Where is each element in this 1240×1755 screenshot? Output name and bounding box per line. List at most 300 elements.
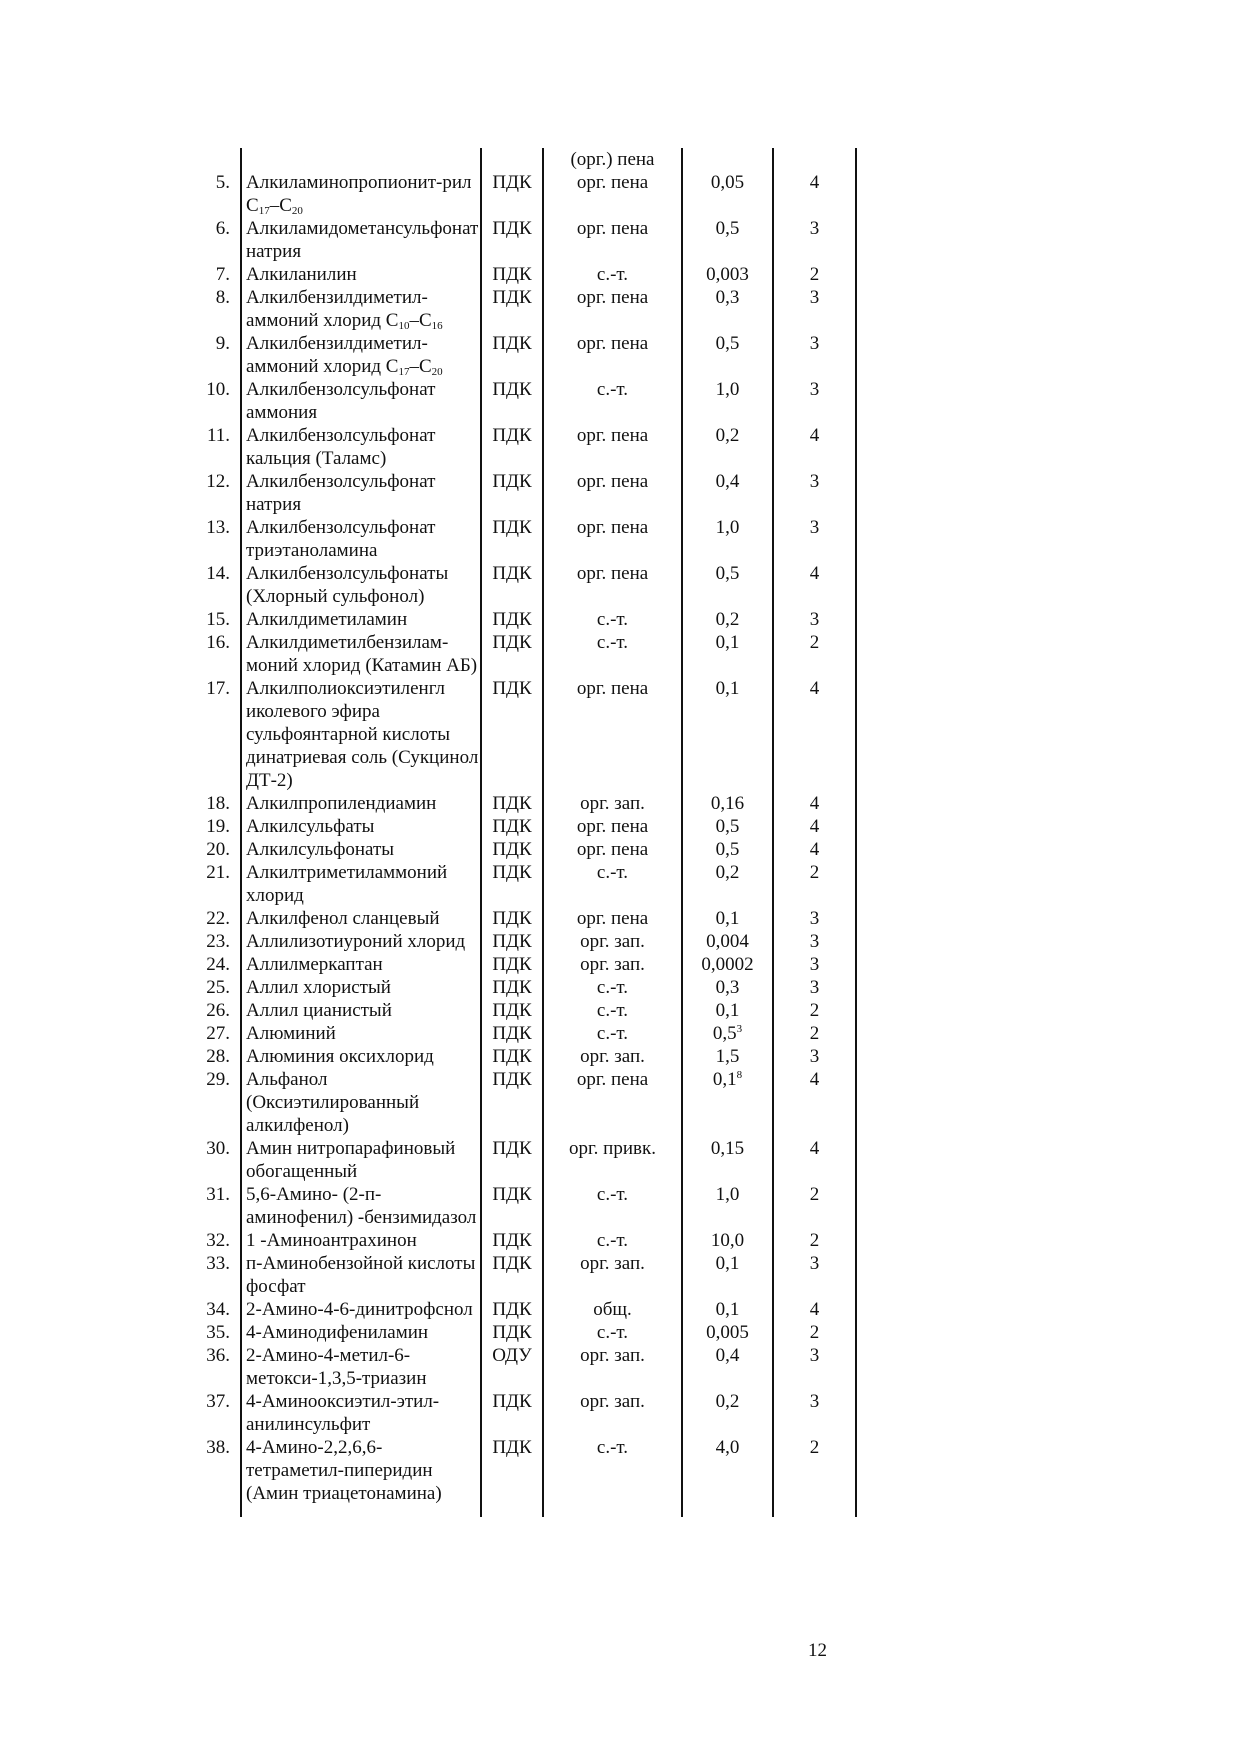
substance-name-text: Алкилсульфонаты — [246, 839, 395, 860]
substance-name — [241, 1298, 481, 1321]
hazard-class: 4 — [773, 171, 856, 217]
substance-table — [188, 148, 857, 1517]
substance-name-text: Алюминия оксихлорид — [246, 1046, 434, 1067]
spacer-cell — [188, 1505, 241, 1517]
norm-type: ПДК — [481, 1252, 543, 1298]
substance-name-text: 2-Амино-4-6-динитрофснол — [246, 1299, 473, 1320]
norm-type: ПДК — [481, 608, 543, 631]
concentration-value — [682, 148, 773, 171]
hazard-class: 4 — [773, 1137, 856, 1183]
hazard-class: 4 — [773, 562, 856, 608]
table-row — [188, 1022, 856, 1045]
substance-name-text: Алкиламинопропионит-рил C — [246, 172, 472, 216]
limiting-indicator: с.-т. — [543, 1022, 682, 1045]
table-row — [188, 631, 856, 677]
limiting-indicator: орг. пена — [543, 516, 682, 562]
concentration-value — [682, 217, 773, 263]
table-row — [188, 792, 856, 815]
concentration-value — [682, 562, 773, 608]
hazard-class: 2 — [773, 263, 856, 286]
substance-name-text: Алкилбензолсульфонаты (Хлорный сульфонол) — [246, 563, 449, 607]
norm-type: ПДК — [481, 378, 543, 424]
hazard-class: 4 — [773, 1298, 856, 1321]
substance-name — [241, 516, 481, 562]
substance-name-text: Алкилсульфаты — [246, 816, 375, 837]
substance-name-text: Аллилмеркаптан — [246, 954, 383, 975]
limiting-indicator: орг. пена — [543, 815, 682, 838]
substance-name — [241, 217, 481, 263]
hazard-class: 3 — [773, 332, 856, 378]
hazard-class: 2 — [773, 631, 856, 677]
norm-type: ПДК — [481, 838, 543, 861]
norm-type: ПДК — [481, 332, 543, 378]
row-number: 18. — [206, 793, 230, 814]
substance-name — [241, 792, 481, 815]
formula-dash: –C — [409, 310, 432, 331]
hazard-class: 4 — [773, 838, 856, 861]
row-number: 34. — [206, 1299, 230, 1320]
hazard-class: 3 — [773, 953, 856, 976]
norm-type: ПДК — [481, 424, 543, 470]
concentration-value — [682, 953, 773, 976]
hazard-class: 2 — [773, 999, 856, 1022]
substance-name — [241, 1137, 481, 1183]
limiting-indicator: с.-т. — [543, 608, 682, 631]
value-text: 4,0 — [715, 1437, 740, 1458]
row-number: 36. — [206, 1345, 230, 1366]
substance-name — [241, 815, 481, 838]
row-number: 8. — [215, 287, 230, 308]
norm-type: ПДК — [481, 953, 543, 976]
substance-name — [241, 1321, 481, 1344]
substance-name-text: 1 -Аминоантрахинон — [246, 1230, 417, 1251]
table-row — [188, 1137, 856, 1183]
formula-subscript: 20 — [431, 366, 443, 378]
substance-name — [241, 332, 481, 378]
hazard-class: 3 — [773, 217, 856, 263]
table-row — [188, 286, 856, 332]
substance-name-text: Алкилтриметиламмоний хлорид — [246, 862, 448, 906]
substance-name — [241, 999, 481, 1022]
substance-name — [241, 1229, 481, 1252]
table-row — [188, 378, 856, 424]
limiting-indicator: орг. пена — [543, 1068, 682, 1137]
limiting-indicator: орг. зап. — [543, 1045, 682, 1068]
value-text: 1,5 — [715, 1046, 740, 1067]
hazard-class: 2 — [773, 1022, 856, 1045]
table-row — [188, 263, 856, 286]
row-number: 22. — [206, 908, 230, 929]
norm-type: ПДК — [481, 815, 543, 838]
substance-name-text: Аллилизотиуроний хлорид — [246, 931, 466, 952]
formula-subscript: 20 — [291, 205, 303, 217]
concentration-value — [682, 999, 773, 1022]
row-number: 33. — [206, 1253, 230, 1274]
norm-type: ОДУ — [481, 1344, 543, 1390]
value-text: 10,0 — [710, 1230, 745, 1251]
concentration-value — [682, 516, 773, 562]
substance-name — [241, 976, 481, 999]
norm-type: ПДК — [481, 861, 543, 907]
substance-name-text: Алкилбензилдиметил-аммоний хлорид C — [246, 287, 428, 331]
substance-name-text: Алкилбензолсульфонат натрия — [246, 471, 436, 515]
table-row — [188, 1045, 856, 1068]
value-text: 0,5 — [715, 333, 740, 354]
table-row — [188, 1183, 856, 1229]
norm-type: ПДК — [481, 286, 543, 332]
row-number: 23. — [206, 931, 230, 952]
row-number: 32. — [206, 1230, 230, 1251]
hazard-class: 2 — [773, 1229, 856, 1252]
norm-type: ПДК — [481, 677, 543, 792]
row-number: 12. — [206, 471, 230, 492]
substance-name — [241, 1252, 481, 1298]
norm-type: ПДК — [481, 1022, 543, 1045]
footnote-mark: 8 — [736, 1069, 743, 1081]
concentration-value — [682, 1229, 773, 1252]
table-row — [188, 470, 856, 516]
row-number: 6. — [215, 218, 230, 239]
hazard-class: 3 — [773, 976, 856, 999]
substance-name-text: Аллил цианистый — [246, 1000, 392, 1021]
limiting-indicator: орг. пена — [543, 217, 682, 263]
value-text: 0,2 — [715, 862, 740, 883]
substance-name — [241, 263, 481, 286]
row-number: 29. — [206, 1069, 230, 1090]
concentration-value — [682, 1252, 773, 1298]
concentration-value — [682, 677, 773, 792]
value-text: 0,005 — [706, 1322, 749, 1343]
table-row — [188, 562, 856, 608]
norm-type: ПДК — [481, 907, 543, 930]
table-row — [188, 424, 856, 470]
concentration-value — [682, 861, 773, 907]
limiting-indicator: орг. пена — [543, 286, 682, 332]
table-row — [188, 953, 856, 976]
limiting-indicator: орг. пена — [543, 562, 682, 608]
substance-name-text: Алкилбензолсульфонат кальция (Таламс) — [246, 425, 436, 469]
limiting-indicator: с.-т. — [543, 378, 682, 424]
hazard-class: 3 — [773, 930, 856, 953]
concentration-value — [682, 286, 773, 332]
substance-name — [241, 171, 481, 217]
table-row — [188, 332, 856, 378]
value-text: 1,0 — [715, 517, 740, 538]
table-row — [188, 815, 856, 838]
row-number — [188, 148, 241, 171]
hazard-class: 3 — [773, 516, 856, 562]
limiting-indicator: с.-т. — [543, 1436, 682, 1505]
hazard-class: 3 — [773, 378, 856, 424]
value-text: 0,3 — [715, 977, 740, 998]
concentration-value — [682, 631, 773, 677]
limiting-indicator: орг. пена — [543, 677, 682, 792]
concentration-value — [682, 470, 773, 516]
norm-type: ПДК — [481, 631, 543, 677]
substance-name — [241, 838, 481, 861]
row-number: 5. — [215, 172, 230, 193]
table-row — [188, 1436, 856, 1505]
substance-name-text: Алкилдиметиламин — [246, 609, 408, 630]
limiting-indicator: с.-т. — [543, 1229, 682, 1252]
norm-type: ПДК — [481, 1321, 543, 1344]
table-row — [188, 1298, 856, 1321]
spacer-cell — [241, 1505, 481, 1517]
hazard-class: 2 — [773, 1321, 856, 1344]
row-number: 37. — [206, 1391, 230, 1412]
norm-type: ПДК — [481, 562, 543, 608]
row-number: 30. — [206, 1138, 230, 1159]
concentration-value — [682, 171, 773, 217]
norm-type: ПДК — [481, 792, 543, 815]
value-text: 0,4 — [715, 471, 740, 492]
norm-type: ПДК — [481, 976, 543, 999]
substance-name-text: Алкиламидометансульфонат натрия — [246, 218, 479, 262]
row-number: 25. — [206, 977, 230, 998]
concentration-value — [682, 263, 773, 286]
value-text: 0,4 — [715, 1345, 740, 1366]
formula-subscript: 10 — [398, 320, 410, 332]
substance-name — [241, 562, 481, 608]
value-text: 0,1 — [715, 908, 740, 929]
hazard-class: 4 — [773, 1068, 856, 1137]
row-number: 27. — [206, 1023, 230, 1044]
table-row — [188, 907, 856, 930]
formula-subscript: 17 — [258, 205, 270, 217]
row-number: 15. — [206, 609, 230, 630]
substance-name-text: Алкилфенол сланцевый — [246, 908, 440, 929]
limiting-indicator: орг. пена — [543, 332, 682, 378]
limiting-indicator: орг. пена — [543, 907, 682, 930]
substance-name — [241, 861, 481, 907]
norm-type: ПДК — [481, 1068, 543, 1137]
value-text: 0,0002 — [701, 954, 754, 975]
substance-name-text: Алкиланилин — [246, 264, 357, 285]
norm-type: ПДК — [481, 470, 543, 516]
hazard-class: 3 — [773, 1344, 856, 1390]
table-row — [188, 677, 856, 792]
concentration-value — [682, 1390, 773, 1436]
concentration-value — [682, 907, 773, 930]
row-number: 9. — [215, 333, 230, 354]
substance-name-text: Алкилбензолсульфонат аммония — [246, 379, 436, 423]
hazard-class: 4 — [773, 677, 856, 792]
table-row — [188, 171, 856, 217]
table-row — [188, 516, 856, 562]
hazard-class: 3 — [773, 1390, 856, 1436]
value-text: 0,5 — [715, 839, 740, 860]
table-row — [188, 217, 856, 263]
limiting-indicator: орг. пена — [543, 470, 682, 516]
substance-name — [241, 907, 481, 930]
value-text: 0,5 — [715, 218, 740, 239]
limiting-indicator: орг. привк. — [543, 1137, 682, 1183]
concentration-value — [682, 1344, 773, 1390]
substance-name-text: Алкилполиоксиэтиленгл иколевого эфира сульфоянтарной кислоты динатриевая соль (Сукцинол ДТ-2) — [246, 678, 479, 791]
value-text: 0,15 — [710, 1138, 745, 1159]
substance-name-text: п-Аминобензойной кислоты фосфат — [246, 1253, 476, 1297]
row-number: 38. — [206, 1437, 230, 1458]
substance-name-text: Алюминий — [246, 1023, 336, 1044]
value-text: 0,05 — [710, 172, 745, 193]
formula-dash: –C — [409, 356, 432, 377]
limiting-indicator: орг. зап. — [543, 930, 682, 953]
hazard-class: 3 — [773, 907, 856, 930]
hazard-class: 2 — [773, 861, 856, 907]
substance-name-text: 4-Амино-2,2,6,6-тетраметил-пиперидин (Амин триацетонамина) — [246, 1437, 442, 1504]
row-number: 19. — [206, 816, 230, 837]
substance-name — [241, 930, 481, 953]
substance-name — [241, 1344, 481, 1390]
row-number: 28. — [206, 1046, 230, 1067]
page-number: 12 — [808, 1640, 827, 1661]
substance-name-text: Амин нитропарафиновый обогащенный — [246, 1138, 456, 1182]
hazard-class: 3 — [773, 608, 856, 631]
substance-name — [241, 1436, 481, 1505]
substance-name — [241, 1022, 481, 1045]
row-number: 13. — [206, 517, 230, 538]
row-number: 24. — [206, 954, 230, 975]
concentration-value — [682, 608, 773, 631]
table-row — [188, 1344, 856, 1390]
spacer-cell — [543, 1505, 682, 1517]
table-row — [188, 838, 856, 861]
concentration-value — [682, 1045, 773, 1068]
limiting-indicator: орг. пена — [543, 838, 682, 861]
substance-name — [241, 148, 481, 171]
value-text: 0,5 — [715, 563, 740, 584]
limiting-indicator: орг. зап. — [543, 1252, 682, 1298]
row-number: 11. — [206, 425, 230, 446]
hazard-class: 2 — [773, 1183, 856, 1229]
substance-name — [241, 470, 481, 516]
row-number: 17. — [206, 678, 230, 699]
row-number: 21. — [206, 862, 230, 883]
substance-name — [241, 608, 481, 631]
row-number: 31. — [206, 1184, 230, 1205]
norm-type: ПДК — [481, 1436, 543, 1505]
concentration-value — [682, 792, 773, 815]
concentration-value — [682, 1321, 773, 1344]
limiting-indicator: (орг.) пена — [543, 148, 682, 171]
value-text: 0,1 — [715, 1253, 740, 1274]
concentration-value — [682, 424, 773, 470]
norm-type: ПДК — [481, 1298, 543, 1321]
table-row — [188, 1252, 856, 1298]
limiting-indicator: с.-т. — [543, 631, 682, 677]
concentration-value — [682, 332, 773, 378]
substance-name-text: Алкилпропилендиамин — [246, 793, 437, 814]
norm-type: ПДК — [481, 1045, 543, 1068]
table-row — [188, 1229, 856, 1252]
concentration-value — [682, 930, 773, 953]
limiting-indicator: с.-т. — [543, 976, 682, 999]
substance-name-text: Алкилбензилдиметил-аммоний хлорид C — [246, 333, 428, 377]
concentration-value — [682, 1436, 773, 1505]
hazard-class: 3 — [773, 470, 856, 516]
spacer-cell — [682, 1505, 773, 1517]
value-text: 1,0 — [715, 1184, 740, 1205]
limiting-indicator: орг. зап. — [543, 953, 682, 976]
substance-name-text: Альфанол (Оксиэтилированный алкилфенол) — [246, 1069, 420, 1136]
value-text: 0,1 — [715, 1000, 740, 1021]
substance-name — [241, 1390, 481, 1436]
value-text: 1,0 — [715, 379, 740, 400]
limiting-indicator: орг. зап. — [543, 1390, 682, 1436]
concentration-value — [682, 1183, 773, 1229]
limiting-indicator: орг. зап. — [543, 1344, 682, 1390]
spacer-cell — [481, 1505, 543, 1517]
value-text: 0,5 — [715, 816, 740, 837]
limiting-indicator: с.-т. — [543, 263, 682, 286]
footnote-mark: 3 — [736, 1023, 743, 1035]
limiting-indicator: общ. — [543, 1298, 682, 1321]
limiting-indicator: с.-т. — [543, 1321, 682, 1344]
concentration-value — [682, 1137, 773, 1183]
concentration-value — [682, 1022, 773, 1045]
substance-name — [241, 677, 481, 792]
carryover-row — [188, 148, 856, 171]
substance-name — [241, 424, 481, 470]
norm-type: ПДК — [481, 999, 543, 1022]
value-text: 0,003 — [706, 264, 749, 285]
value-text: 0,1 — [715, 1299, 740, 1320]
table-bottom-spacer — [188, 1505, 856, 1517]
norm-type: ПДК — [481, 217, 543, 263]
concentration-value — [682, 1298, 773, 1321]
value-text: 0,004 — [706, 931, 749, 952]
hazard-class: 4 — [773, 815, 856, 838]
table-row — [188, 1321, 856, 1344]
limiting-indicator: орг. пена — [543, 171, 682, 217]
row-number: 26. — [206, 1000, 230, 1021]
hazard-class: 2 — [773, 1436, 856, 1505]
formula-dash: –C — [269, 195, 292, 216]
row-number: 14. — [206, 563, 230, 584]
hazard-class: 4 — [773, 792, 856, 815]
substance-name — [241, 953, 481, 976]
row-number: 7. — [215, 264, 230, 285]
substance-name — [241, 631, 481, 677]
hazard-class: 4 — [773, 424, 856, 470]
norm-type: ПДК — [481, 1229, 543, 1252]
table-row — [188, 861, 856, 907]
row-number: 20. — [206, 839, 230, 860]
norm-type: ПДК — [481, 516, 543, 562]
norm-type: ПДК — [481, 930, 543, 953]
norm-type: ПДК — [481, 1137, 543, 1183]
substance-name — [241, 378, 481, 424]
substance-name-text: Аллил хлористый — [246, 977, 391, 998]
hazard-class: 3 — [773, 286, 856, 332]
concentration-value — [682, 976, 773, 999]
hazard-class: 3 — [773, 1045, 856, 1068]
substance-name-text: Алкилдиметилбензилам-моний хлорид (Катамин АБ) — [246, 632, 478, 676]
substance-name-text: 4-Аминодифениламин — [246, 1322, 429, 1343]
formula-subscript: 16 — [431, 320, 443, 332]
substance-name — [241, 1068, 481, 1137]
substance-name — [241, 1045, 481, 1068]
table-row — [188, 1390, 856, 1436]
norm-type: ПДК — [481, 1183, 543, 1229]
value-text: 0,2 — [715, 609, 740, 630]
limiting-indicator: орг. пена — [543, 424, 682, 470]
substance-name — [241, 286, 481, 332]
concentration-value — [682, 378, 773, 424]
norm-type — [481, 148, 543, 171]
concentration-value — [682, 1068, 773, 1137]
value-text: 0,1 — [715, 632, 740, 653]
